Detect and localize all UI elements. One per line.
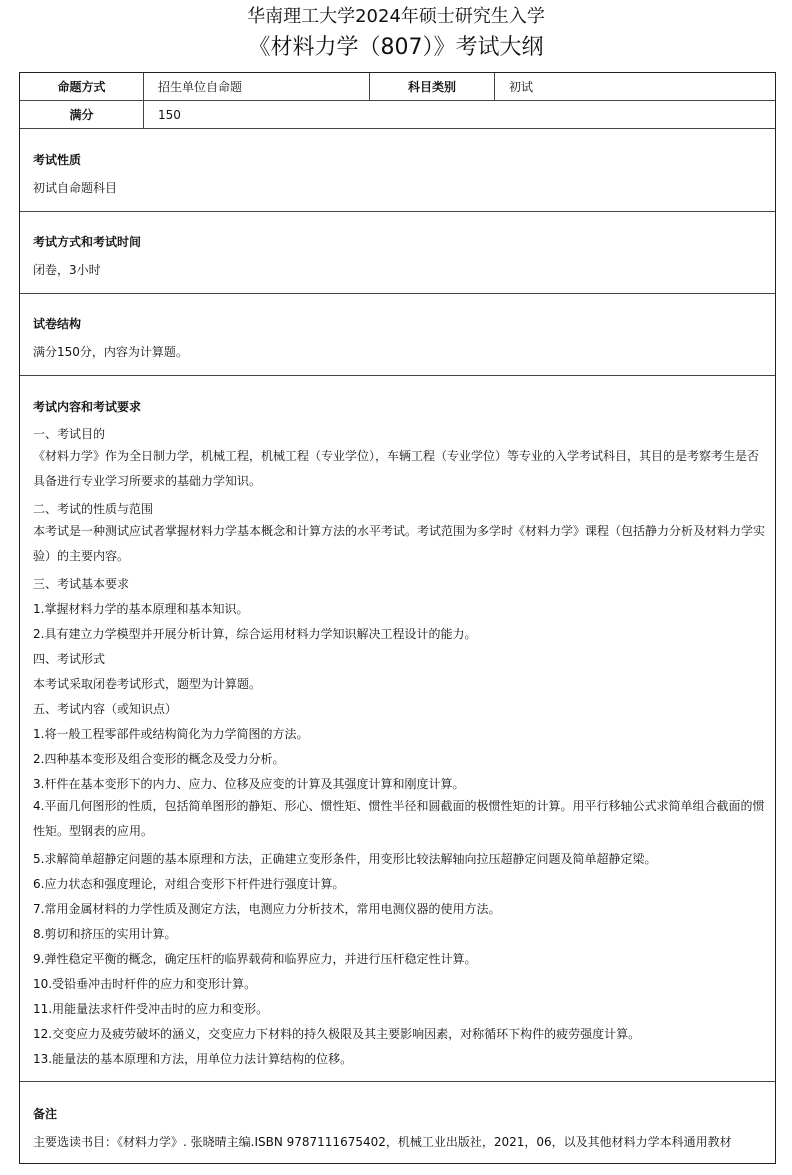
page-title-line1: 华南理工大学2024年硕士研究生入学 <box>247 6 545 27</box>
section-structure-text: 满分150分，内容为计算题。 <box>33 345 188 359</box>
proposition-label: 命题方式 <box>20 73 144 100</box>
topic-item: 2.四种基本变形及组合变形的概念及受力分析。 <box>33 752 285 766</box>
content-heading-requirements: 三、考试基本要求 <box>33 577 130 591</box>
section-content <box>20 376 775 1082</box>
proposition-value: 招生单位自命题 <box>144 73 370 100</box>
score-value: 150 <box>158 107 181 122</box>
content-heading-purpose: 一、考试目的 <box>33 427 106 441</box>
section-method-title: 考试方式和考试时间 <box>33 235 142 249</box>
content-para-purpose: 《材料力学》作为全日制力学，机械工程，机械工程（专业学位），车辆工程（专业学位）等专业的入学考试科目，其目的是考察考生是否具备进行专业学习所要求的基础力学知识。 <box>33 449 760 488</box>
section-nature <box>20 129 775 212</box>
content-requirement-1: 1.掌握材料力学的基本原理和基本知识。 <box>33 602 249 616</box>
topic-item: 11.用能量法求杆件受冲击时的应力和变形。 <box>33 1002 269 1016</box>
topic-item: 13.能量法的基本原理和方法，用单位力法计算结构的位移。 <box>33 1052 353 1066</box>
section-nature-title: 考试性质 <box>33 153 82 167</box>
topic-item: 5.求解简单超静定问题的基本原理和方法，正确建立变形条件，用变形比较法解轴向拉压超静定问题及简单超静定梁。 <box>33 852 657 866</box>
syllabus-table <box>19 72 776 1164</box>
topic-item: 8.剪切和挤压的实用计算。 <box>33 927 177 941</box>
section-structure <box>20 294 775 376</box>
topic-item: 1.将一般工程零部件或结构简化为力学简图的方法。 <box>33 727 309 741</box>
section-structure-title: 试卷结构 <box>33 317 82 331</box>
content-heading-topics: 五、考试内容（或知识点） <box>33 702 178 716</box>
topic-item: 7.常用金属材料的力学性质及测定方法，电测应力分析技术，常用电测仪器的使用方法。 <box>33 902 501 916</box>
score-label: 满分 <box>20 101 144 128</box>
section-nature-text: 初试自命题科目 <box>33 181 118 195</box>
topic-item: 3.杆件在基本变形下的内力、应力、位移及应变的计算及其强度计算和刚度计算。 <box>33 777 465 791</box>
topic-item: 4.平面几何图形的性质，包括简单图形的静矩、形心、惯性矩、惯性半径和圆截面的极惯性矩的计算。用平行移轴公式求简单组合截面的惯性矩。型钢表的应用。 <box>33 799 765 838</box>
topic-item: 9.弹性稳定平衡的概念，确定压杆的临界载荷和临界应力，并进行压杆稳定性计算。 <box>33 952 477 966</box>
section-content-title: 考试内容和考试要求 <box>33 400 142 414</box>
section-method <box>20 212 775 294</box>
section-method-text: 闭卷，3小时 <box>33 263 101 277</box>
section-remarks-text: 主要选读书目：《材料力学》. 张晓晴主编.ISBN 9787111675402，机械工业出版社，2021，06，以及其他材料力学本科通用教材 <box>33 1135 732 1149</box>
content-para-scope: 本考试是一种测试应试者掌握材料力学基本概念和计算方法的水平考试。考试范围为多学时《材料力学》课程（包括静力分析及材料力学实验）的主要内容。 <box>33 524 766 563</box>
meta-row-proposition <box>20 73 775 101</box>
page-title-line2: 《材料力学（807）》考试大纲 <box>248 35 544 60</box>
section-remarks <box>20 1082 775 1162</box>
content-form-text: 本考试采取闭卷考试形式，题型为计算题。 <box>33 677 262 691</box>
meta-row-score <box>20 101 775 129</box>
topic-item: 10.受铅垂冲击时杆件的应力和变形计算。 <box>33 977 257 991</box>
section-remarks-title: 备注 <box>33 1107 58 1121</box>
topic-item: 12.交变应力及疲劳破坏的涵义，交变应力下材料的持久极限及其主要影响因素，对称循环下构件的疲劳强度计算。 <box>33 1027 641 1041</box>
content-heading-form: 四、考试形式 <box>33 652 106 666</box>
category-label: 科目类别 <box>370 73 495 100</box>
content-requirement-2: 2.具有建立力学模型并开展分析计算，综合运用材料力学知识解决工程设计的能力。 <box>33 627 477 641</box>
topic-item: 6.应力状态和强度理论，对组合变形下杆件进行强度计算。 <box>33 877 345 891</box>
category-value: 初试 <box>509 80 534 94</box>
content-heading-scope: 二、考试的性质与范围 <box>33 502 154 516</box>
